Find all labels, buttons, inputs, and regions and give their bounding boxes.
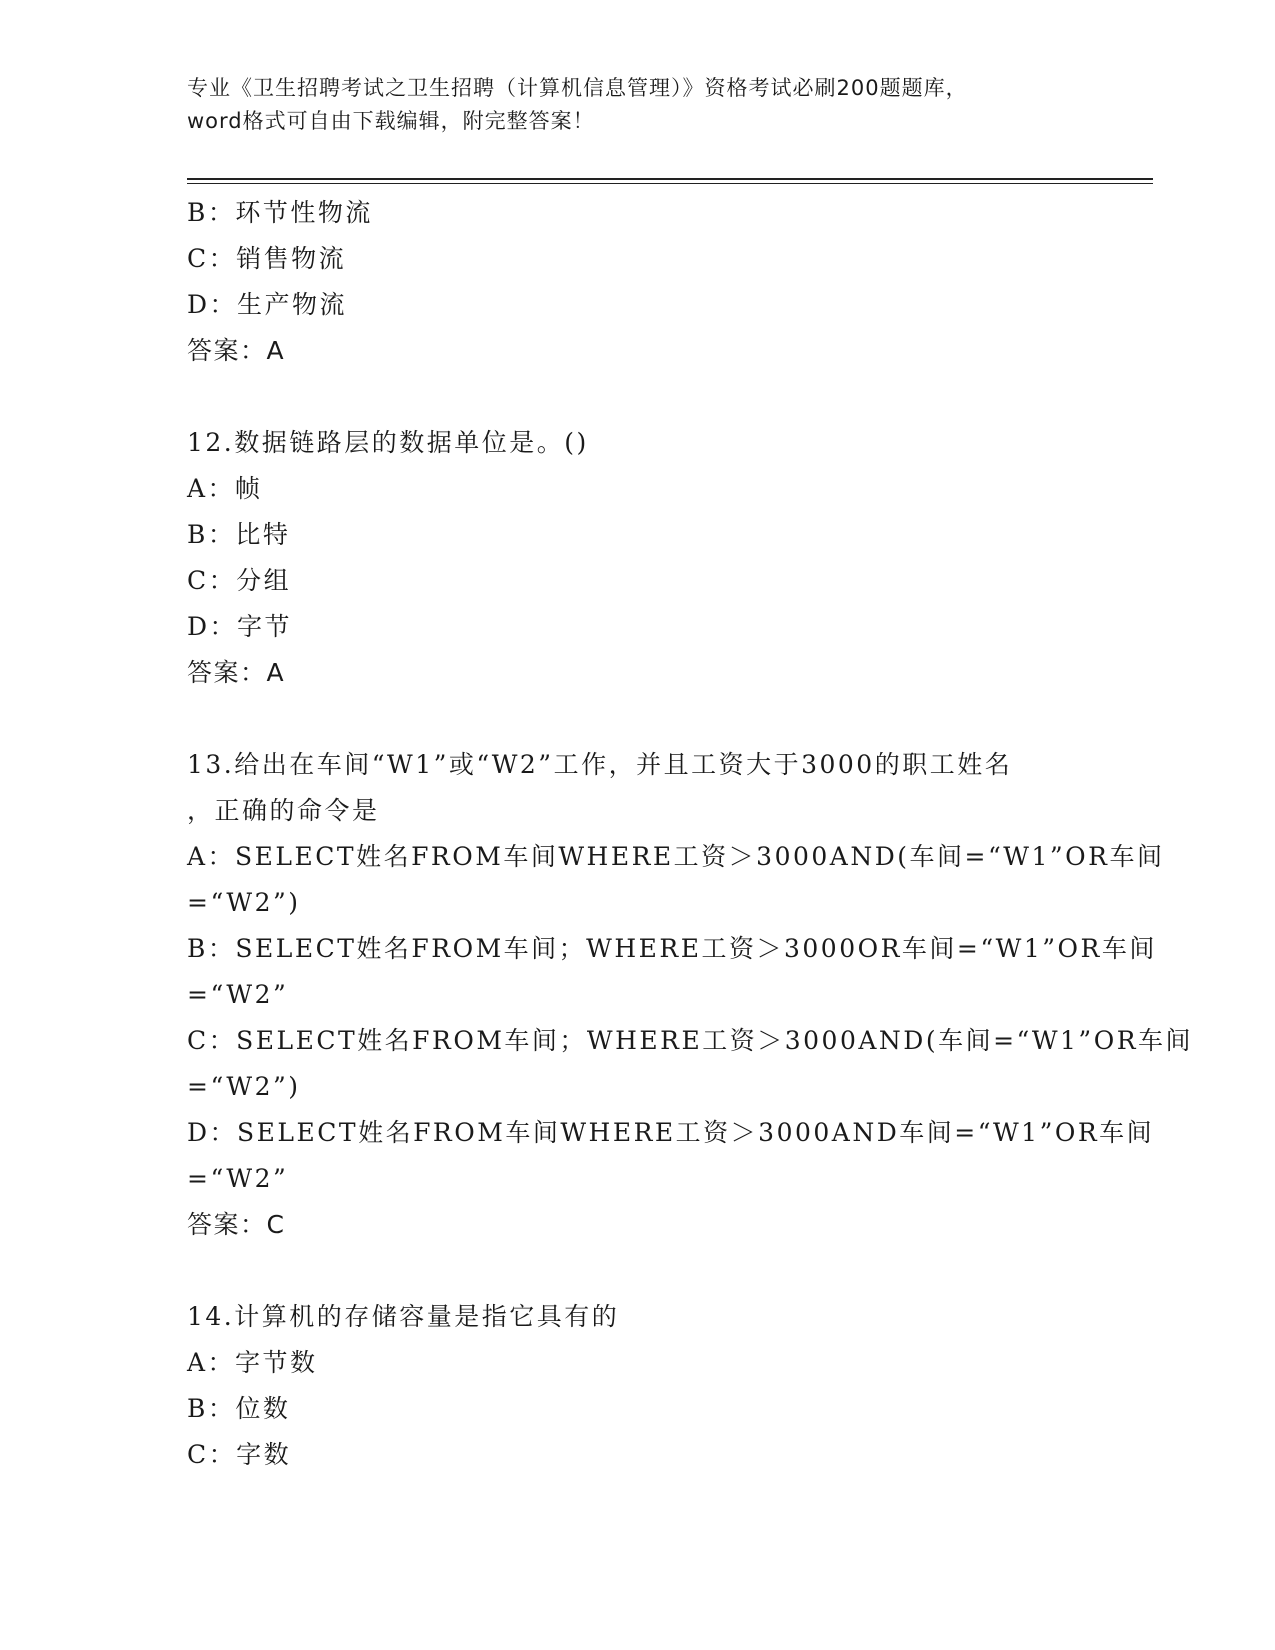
option-d: D：生产物流: [187, 290, 348, 319]
question-list: [187, 190, 1194, 1478]
option-b: B：比特: [187, 520, 291, 549]
question-text: 13.给出在车间“W1”或“W2”工作，并且工资大于3000的职工姓名: [187, 750, 1013, 779]
header-divider-thick: [187, 178, 1153, 180]
answer-line: 答案：A: [187, 336, 286, 365]
header-title-line-2: word格式可自由下载编辑，附完整答案！: [187, 109, 595, 133]
option-b: B：位数: [187, 1394, 291, 1423]
option-c: C：销售物流: [187, 244, 347, 273]
answer-line: 答案：C: [187, 1210, 286, 1239]
spacer: [187, 374, 1087, 420]
question-13: [187, 742, 1194, 1248]
question-text-continued: ，正确的命令是: [187, 796, 380, 825]
header-title-line-1: 专业《卫生招聘考试之卫生招聘（计算机信息管理）》资格考试必刷200题题库，: [187, 76, 968, 100]
question-14: [187, 1294, 1087, 1478]
option-b: B：SELECT姓名FROM车间；WHERE工资＞3000OR车间=“W1”OR车间: [187, 934, 1157, 963]
question-text: 12.数据链路层的数据单位是。(): [187, 428, 589, 457]
option-c-continued: =“W2”): [187, 1072, 301, 1101]
answer-line: 答案：A: [187, 658, 286, 687]
option-c: C：字数: [187, 1440, 292, 1469]
option-d: D：字节: [187, 612, 293, 641]
option-c: C：SELECT姓名FROM车间；WHERE工资＞3000AND(车间=“W1”OR车间: [187, 1026, 1194, 1055]
spacer: [187, 1248, 1087, 1294]
option-b-continued: =“W2”: [187, 980, 289, 1009]
question-11: [187, 190, 1087, 374]
option-d: D：SELECT姓名FROM车间WHERE工资＞3000AND车间=“W1”OR车间: [187, 1118, 1155, 1147]
option-a-continued: =“W2”): [187, 888, 301, 917]
question-text: 14.计算机的存储容量是指它具有的: [187, 1302, 620, 1331]
option-a: A：SELECT姓名FROM车间WHERE工资＞3000AND(车间=“W1”OR车间: [187, 842, 1165, 871]
option-b: B：环节性物流: [187, 198, 373, 227]
question-12: [187, 420, 1087, 696]
header-divider-thin: [187, 183, 1153, 184]
option-d-continued: =“W2”: [187, 1164, 289, 1193]
option-a: A：帧: [187, 474, 263, 503]
document-header: [187, 72, 1087, 138]
spacer: [187, 696, 1087, 742]
option-c: C：分组: [187, 566, 292, 595]
option-a: A：字节数: [187, 1348, 318, 1377]
